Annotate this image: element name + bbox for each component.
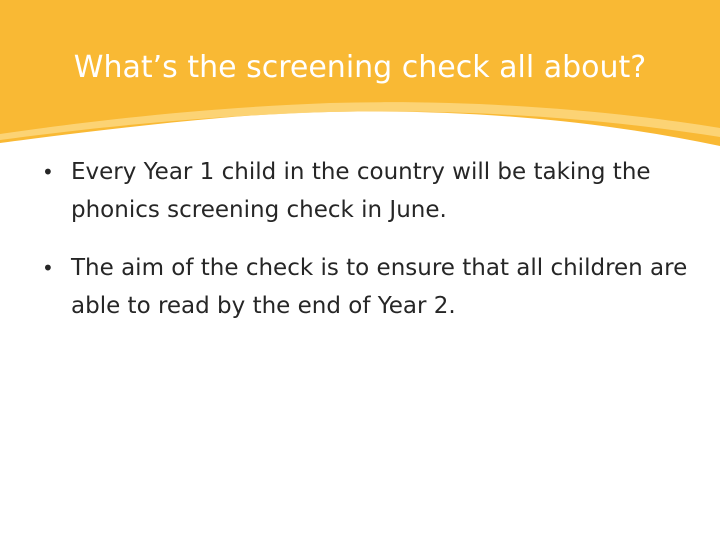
bullet-item [42,249,702,325]
bullet-text: Every Year 1 child in the country will be taking the phonics screening check in June. [71,159,651,223]
bullet-item [42,153,702,229]
bullet-dot-icon: • [42,256,54,280]
bullet-dot-icon: • [42,160,54,184]
bullet-list [42,153,702,345]
slide-title: What’s the screening check all about? [73,50,647,85]
bullet-text: The aim of the check is to ensure that all children are able to read by the end of Year 2. [71,255,688,319]
